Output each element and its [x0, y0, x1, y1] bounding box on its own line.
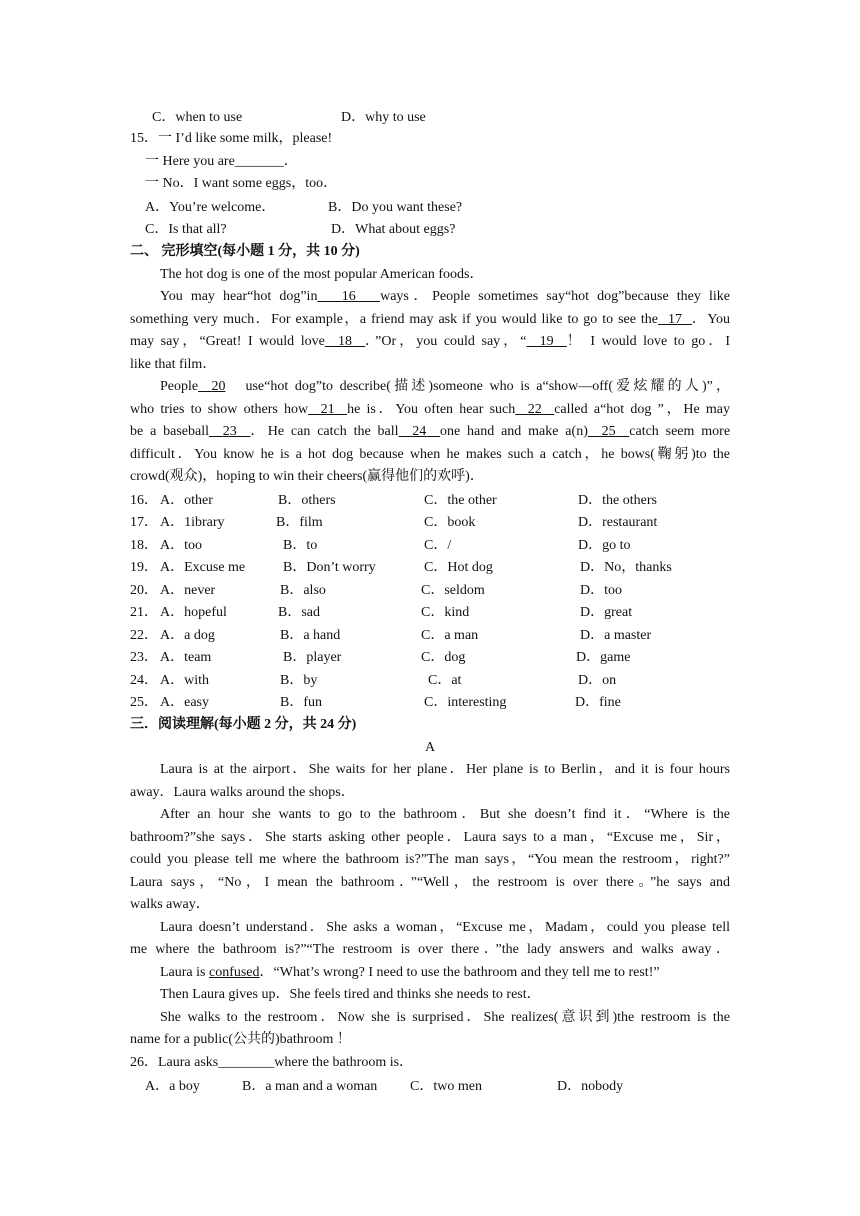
q26-stem: 26．Laura asks________where the bathroom is． — [130, 1055, 414, 1070]
cloze-p3-line2: who tries to show others how 21 he is．You often hear such 22 called a“hot dog ”，He may — [130, 402, 730, 417]
section3-heading: 三．阅读理解(每小题 2 分，共 24 分) — [130, 717, 357, 732]
q26-option-b: B．a man and a woman — [242, 1079, 378, 1094]
cloze-p3-line3: be a baseball 23 ．He can catch the ball 24 one hand and make a(n) 25 catch seem more — [130, 424, 731, 439]
reading-line: Laura is at the airport．She waits for her plane．Her plane is to Berlin，and it is four hours — [160, 762, 730, 777]
q26-option-c: C．two men — [410, 1079, 482, 1094]
blank-25: 25 — [601, 424, 616, 439]
confused-word: confused — [208, 965, 260, 980]
q14-option-c: C．when to use — [152, 110, 243, 125]
reading-line: Then Laura gives up．She feels tired and thinks she needs to rest． — [160, 987, 541, 1002]
blank-19: 19 — [539, 334, 554, 349]
q15-option-b: B．Do you want these? — [328, 200, 463, 215]
blank-16: 16 — [341, 289, 356, 304]
q26-option-a: A．a boy — [145, 1079, 200, 1094]
cloze-p2-line4: like that film． — [130, 357, 217, 372]
section2-heading: 二、 完形填空(每小题 1 分，共 10 分) — [130, 244, 360, 259]
reading-line: away．Laura walks around the shops． — [130, 785, 355, 800]
reading-line: bathroom?”she says．She starts asking other people．Laura says to a man，“Excuse me，Sir， — [130, 830, 730, 845]
reading-line: She walks to the restroom．Now she is surprised．She realizes(意识到)the restroom is the — [160, 1010, 730, 1025]
blank-20: 20 — [211, 379, 226, 394]
reading-line: walks away． — [130, 897, 210, 912]
q26-option-d: D．nobody — [557, 1079, 624, 1094]
blank-23: 23 — [222, 424, 237, 439]
q15-option-a: A．You’re welcome． — [145, 200, 276, 215]
blank-21: 21 — [320, 402, 335, 417]
reading-line: Laura is confused．“What’s wrong? I need to use the bathroom and they tell me to rest!” — [160, 965, 660, 980]
q15-option-c: C．Is that all? — [145, 222, 227, 237]
reading-line: could you please tell me where the bathroom is?”The man says，“You mean the restroom，right?” — [130, 852, 730, 867]
cloze-p2-line1: You may hear“hot dog”in 16 ways．People sometimes say“hot dog”because they like — [160, 289, 730, 304]
reading-line: name for a public(公共的)bathroom ！ — [130, 1032, 351, 1047]
q15-option-d: D．What about eggs? — [331, 222, 456, 237]
reading-line: me where the bathroom is?”“The restroom is over there．”the lady answers and walks away． — [130, 942, 730, 957]
cloze-p2-line3: may say，“Great! I would love 18 ．”Or，you could say，“ 19 ！ I would love to go．I — [130, 334, 731, 349]
cloze-p3-line5: crowd(观众)，hoping to win their cheers(赢得他们的欢呼)． — [130, 469, 484, 484]
cloze-paragraph1: The hot dog is one of the most popular American foods． — [160, 267, 484, 282]
q15-line1: 一 Here you are_______． — [145, 154, 298, 169]
q15-line2: 一 No．I want some eggs，too． — [145, 176, 338, 191]
exam-page: C．when to use D．why to use 15．一 I’d like some milk，please! 一 Here you are_______． 一 No．I want some eggs，too． A．You’re welcome． B．Do you want these? C．Is that all? D．What about eggs? 二、 完形填空(每小题 1 分，共 10 分) The hot dog is one of the most popular American foods． You may hear“hot dog”in 16 ways．People sometimes say“hot dog”because they like something very much．For example，a friend may ask if you would like to go to see the 17 ．You may say，“Great! I would love 18 ．”Or，you could say，“ 19 ！ I would love to go．I like that film． People 20 use“hot dog”to describe(描述)someone who is a“show—off(爱炫耀的人)”， who tries to show others how 21 he is．You often hear such 22 called a“hot dog ”，He may be a baseball 23 ．He can catch the ball 24 one hand and make a(n) 25 catch seem more difficult．You know he is a hot dog because when he makes such a catch，he bows(鞠躬)to the crowd(观众)，hoping to win their cheers(赢得他们的欢呼)． 16． A．other B．others C．the other D．the others 17． A．1ibrary B．film C．book D．restaurant 18． A．too B．to C．/ D．go to 19． A．Excuse me B．Don’t worry C．Hot dog D．No，thanks 20． A．never B．also C．seldom D．too 21． A．hopeful B．sad C．kind D．great 22． A．a dog B．a hand C．a man D．a master 23． A．team B．player C．dog D．game 24． A．with B．by C．at D．on 25． A．easy B．fun C．interesting D．fine 三．阅读理解(每小题 2 分，共 24 分) A Laura is at the airport．She waits for her plane．Her plane is to Berlin，and it is four hours away．Laura walks around the shops． After an hour she wants to go to the bathroom．But she doesn’t find it．“Where is the bathroom?”she says．She starts asking other people．Laura says to a man，“Excuse me，Sir， could you please tell me where the bathroom is?”The man says，“You mean the restroom，right?” Laura says，“No，I mean the bathroom．”“Well，the restroom is over there。”he says and walks away． Laura doesn’t understand．She asks a woman，“Excuse me，Madam，could you please tell me where the bathroom is?”“The restroom is over there．”the lady answers and walks away． Laura is confused．“What’s wrong? I need to use the bathroom and they tell me to rest!” Then Laura gives up．She feels tired and thinks she needs to rest． She walks to the restroom．Now she is surprised．She realizes(意识到)the restroom is the name for a public(公共的)bathroom ！ 26．Laura asks________where the bathroom is． A．a boy B．a man and a woman C．two men D．nobody — [0, 0, 860, 1216]
blank-22: 22 — [527, 402, 542, 417]
blank-18: 18 — [337, 334, 352, 349]
blank-24: 24 — [412, 424, 427, 439]
cloze-p3-line4: difficult．You know he is a hot dog because when he makes such a catch，he bows(鞠躬)to the — [130, 447, 730, 462]
cloze-p3-line1: People 20 use“hot dog”to describe(描述)someone who is a“show—off(爱炫耀的人)”， — [160, 379, 731, 394]
reading-line: After an hour she wants to go to the bathroom．But she doesn’t find it．“Where is the — [160, 807, 730, 822]
passage-label: A — [424, 740, 436, 755]
reading-line: Laura says，“No，I mean the bathroom．”“Well，the restroom is over there。”he says and — [130, 875, 730, 890]
reading-line: Laura doesn’t understand．She asks a woman，“Excuse me，Madam，could you please tell — [160, 920, 730, 935]
q14-option-d: D．why to use — [341, 110, 426, 125]
cloze-p2-line2: something very much．For example，a friend may ask if you would like to go to see the 17 ．You — [130, 312, 731, 327]
blank-17: 17 — [667, 312, 682, 327]
q15-stem: 15．一 I’d like some milk，please! — [130, 131, 333, 146]
